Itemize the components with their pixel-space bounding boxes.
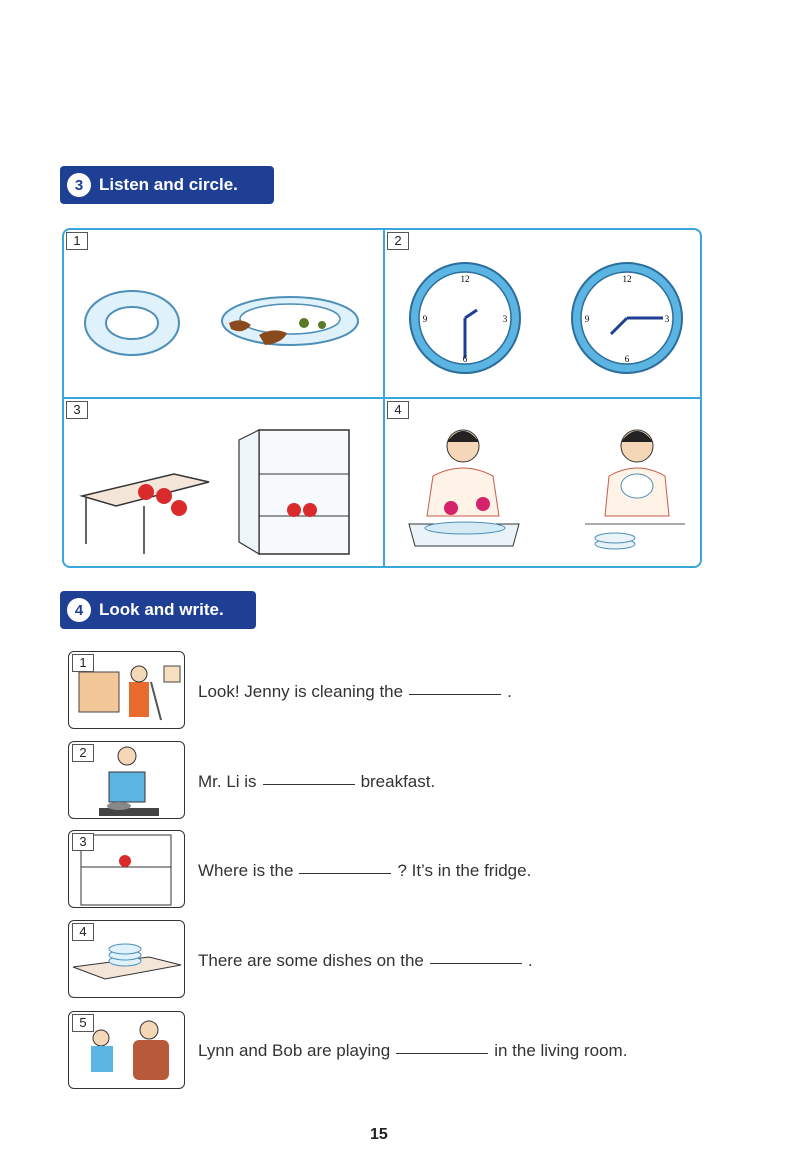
svg-text:12: 12 [460, 274, 470, 284]
answer-blank[interactable] [430, 962, 522, 964]
cell-1 [64, 230, 383, 397]
section-4-header [60, 591, 256, 629]
answer-blank[interactable] [396, 1052, 488, 1054]
svg-text:3: 3 [502, 314, 508, 324]
table-fridge-image[interactable] [74, 424, 374, 559]
sentence-2: Mr. Li is breakfast. [198, 772, 436, 791]
cell-number: 3 [66, 401, 88, 419]
answer-blank[interactable] [263, 783, 355, 785]
clocks-image[interactable] [405, 260, 695, 380]
section-number: 4 [67, 598, 91, 622]
svg-text:9: 9 [584, 314, 590, 324]
svg-text:3: 3 [664, 314, 670, 324]
sentence-4: There are some dishes on the . [198, 951, 533, 970]
washing-dishes-image[interactable] [405, 424, 695, 559]
section-title: Listen and circle. [99, 175, 238, 194]
plates-image[interactable] [84, 285, 374, 365]
listen-circle-grid [62, 228, 702, 568]
svg-text:6: 6 [624, 354, 630, 364]
row-number: 3 [72, 833, 94, 851]
clock-left [410, 263, 520, 373]
page-number: 15 [370, 1126, 388, 1143]
answer-blank[interactable] [299, 872, 391, 874]
sentence-3: Where is the ? It’s in the fridge. [198, 861, 532, 880]
cell-number: 2 [387, 232, 409, 250]
svg-text:9: 9 [422, 314, 428, 324]
row-5-image [68, 1011, 185, 1089]
cell-4 [385, 399, 702, 568]
svg-text:6: 6 [462, 354, 468, 364]
row-number: 5 [72, 1014, 94, 1032]
cell-number: 4 [387, 401, 409, 419]
sentence-1: Look! Jenny is cleaning the . [198, 682, 512, 701]
answer-blank[interactable] [409, 693, 501, 695]
cell-number: 1 [66, 232, 88, 250]
cell-2 [385, 230, 702, 397]
section-title: Look and write. [99, 600, 224, 619]
row-1-image [68, 651, 185, 729]
section-number: 3 [67, 173, 91, 197]
row-2-image [68, 741, 185, 819]
row-4-image [68, 920, 185, 998]
clock-right [572, 263, 682, 373]
row-number: 1 [72, 654, 94, 672]
sentence-5: Lynn and Bob are playing in the living room. [198, 1041, 628, 1060]
section-3-header [60, 166, 274, 204]
row-number: 2 [72, 744, 94, 762]
cell-3 [64, 399, 383, 568]
row-number: 4 [72, 923, 94, 941]
row-3-image [68, 830, 185, 908]
svg-text:12: 12 [622, 274, 632, 284]
